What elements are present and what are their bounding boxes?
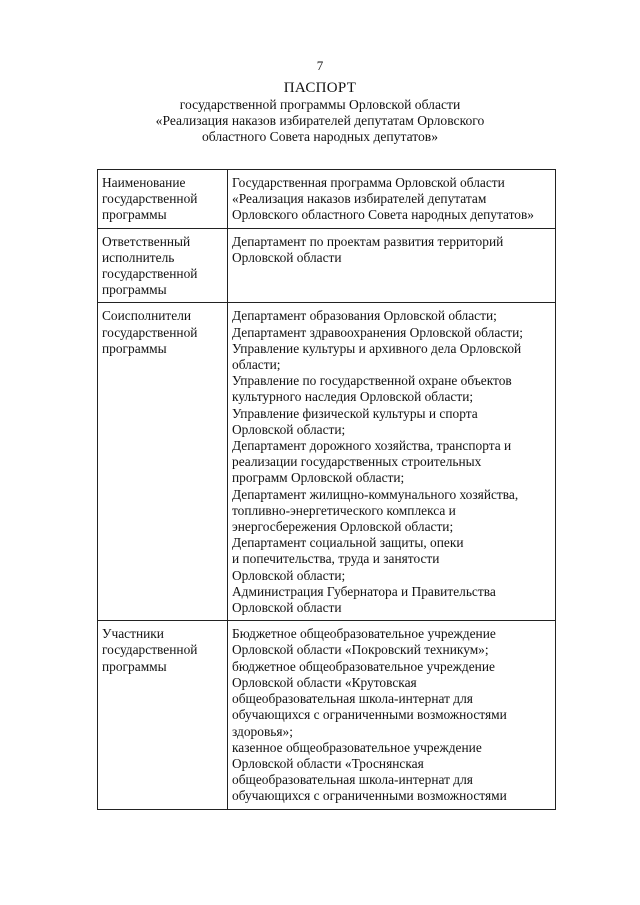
row-value-line: Управление физической культуры и спорта <box>232 405 478 421</box>
table-row <box>98 228 556 303</box>
row-label-line: государственной <box>102 191 198 207</box>
row-label-cell <box>98 228 228 303</box>
row-value-line: энергосбережения Орловской области; <box>232 519 454 535</box>
row-value-line: Департамент по проектам развития территорий <box>232 233 504 249</box>
row-label-line: Ответственный <box>102 233 191 249</box>
row-label-cell <box>98 170 228 229</box>
row-value-line: области; <box>232 357 281 373</box>
row-label-line: исполнитель <box>102 249 175 265</box>
row-value-line: Орловской области; <box>232 421 346 437</box>
row-value-line: Бюджетное общеобразовательное учреждение <box>232 626 496 642</box>
table-row <box>98 621 556 809</box>
table-row <box>98 303 556 621</box>
row-value-line: Департамент жилищно-коммунального хозяйства, <box>232 486 519 502</box>
row-label-line: государственной <box>102 324 198 340</box>
row-label-line: программы <box>102 658 167 674</box>
row-value-line: бюджетное общеобразовательное учреждение <box>232 658 495 674</box>
row-value-line: Орловской области; <box>232 567 346 583</box>
row-value-cell <box>228 170 556 229</box>
row-value-line: Орловской области «Крутовская <box>232 674 417 690</box>
row-value-cell <box>228 303 556 621</box>
row-value-line: общеобразовательная школа-интернат для <box>232 772 473 788</box>
row-value-line: Департамент образования Орловской области; <box>232 308 497 324</box>
passport-table <box>97 169 556 810</box>
row-value-line: Орловской области <box>232 249 342 265</box>
row-value-line: Управление культуры и архивного дела Орловской <box>232 340 522 356</box>
row-value-line: Департамент здравоохранения Орловской области; <box>232 324 523 340</box>
row-value-line: программ Орловской области; <box>232 470 405 486</box>
row-value-line: Орловской области <box>232 600 342 616</box>
row-label-line: программы <box>102 207 167 223</box>
row-value-line: общеобразовательная школа-интернат для <box>232 691 473 707</box>
row-label-line: программы <box>102 282 167 298</box>
row-value-line: Государственная программа Орловской области <box>232 175 505 190</box>
row-value-line: обучающихся с ограниченными возможностями <box>232 707 507 723</box>
row-value-line: Администрация Губернатора и Правительства <box>232 583 496 599</box>
row-value-line: Департамент дорожного хозяйства, транспорта и <box>232 438 512 454</box>
row-label-line: государственной <box>102 266 198 282</box>
row-value-line: казенное общеобразовательное учреждение <box>232 739 482 755</box>
row-label-line: Участники <box>102 626 164 642</box>
document-subtitle <box>90 97 550 145</box>
document-title: ПАСПОРТ <box>283 80 357 96</box>
row-value-cell <box>228 621 556 809</box>
table-row <box>98 170 556 229</box>
row-label-line: Соисполнители <box>102 308 192 324</box>
row-value-line: и попечительства, труда и занятости <box>232 551 440 567</box>
row-value-line: «Реализация наказов избирателей депутатам <box>232 191 487 207</box>
row-value-cell <box>228 228 556 303</box>
row-value-line: обучающихся с ограниченными возможностями <box>232 788 507 804</box>
row-value-line: топливно-энергетического комплекса и <box>232 502 456 518</box>
subtitle-line: государственной программы Орловской области <box>179 97 461 112</box>
row-value-line: здоровья»; <box>232 723 293 739</box>
subtitle-line: «Реализация наказов избирателей депутатам Орловского <box>155 113 485 128</box>
row-value-line: Орловской области «Покровский техникум»; <box>232 642 489 658</box>
row-label-line: программы <box>102 340 167 356</box>
row-label-cell <box>98 621 228 809</box>
row-value-line: Орловской области «Троснянская <box>232 755 424 771</box>
page-number: 7 <box>316 58 324 73</box>
row-label-cell <box>98 303 228 621</box>
row-value-line: реализации государственных строительных <box>232 454 482 470</box>
row-value-line: Орловского областного Совета народных депутатов» <box>232 207 535 223</box>
row-value-line: Департамент социальной защиты, опеки <box>232 535 464 551</box>
row-label-line: государственной <box>102 642 198 658</box>
subtitle-line: областного Совета народных депутатов» <box>201 129 439 144</box>
row-value-line: Управление по государственной охране объектов <box>232 373 512 389</box>
row-value-line: культурного наследия Орловской области; <box>232 389 474 405</box>
row-label-line: Наименование <box>102 175 186 190</box>
